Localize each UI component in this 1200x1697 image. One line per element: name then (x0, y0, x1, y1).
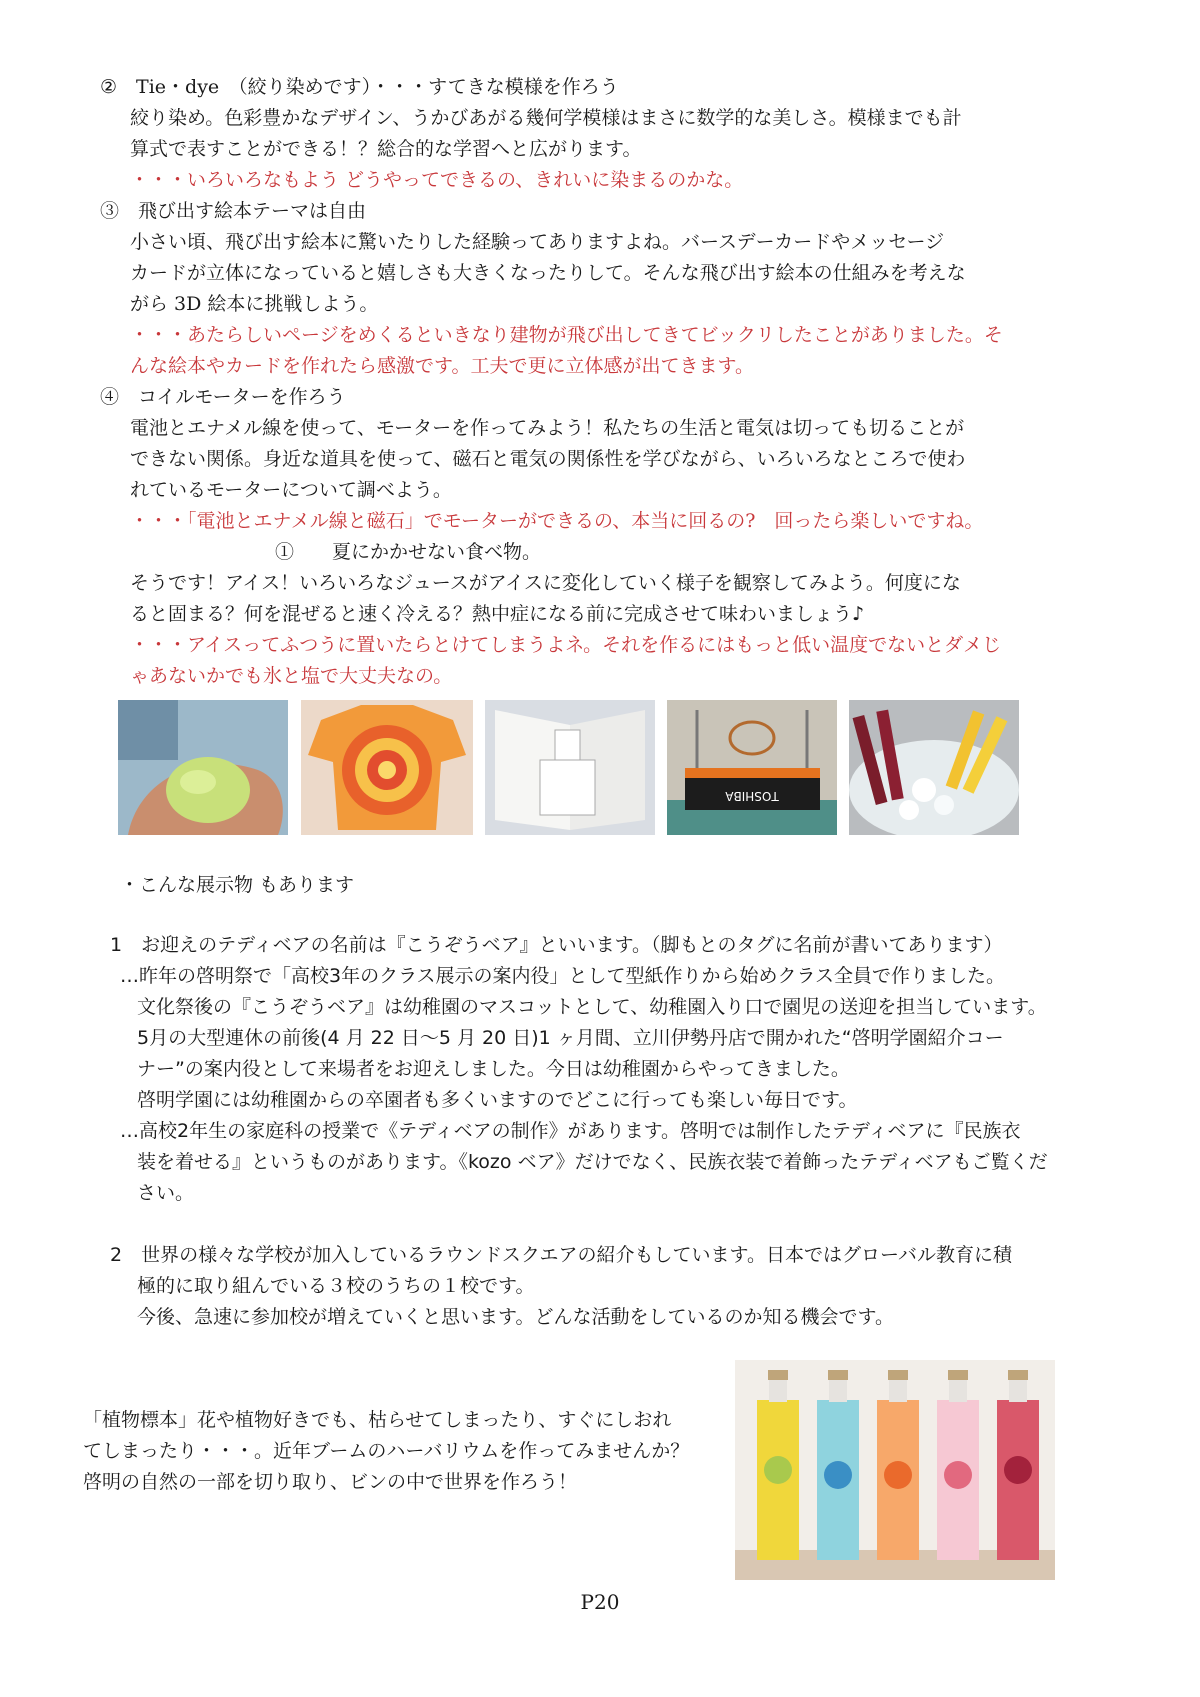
section-tie-dye (100, 72, 1100, 196)
slime-photo (118, 700, 288, 835)
page-number: P20 (580, 1590, 620, 1614)
exhibit-line: 極的に取り組んでいる３校のうちの１校です。 (137, 1275, 535, 1297)
note-line: ・・・いろいろなもよう どうやってできるの、きれいに染まるのかな。 (130, 169, 744, 191)
herbarium-text (83, 1405, 723, 1498)
exhibit-line: 1 お迎えのテディベアの名前は『こうぞうベア』といいます。（脚もとのタグに名前が書いてあります） (110, 934, 1003, 956)
exhibit-section (110, 870, 1120, 1333)
herbarium-line: てしまったり・・・。近年ブームのハーバリウムを作ってみませんか？ (83, 1440, 690, 1462)
popup-card-photo (485, 700, 655, 835)
body-line: できない関係。身近な道具を使って、磁石と電気の関係性を学びながら、いろいろなところで使わ (130, 448, 966, 470)
section-heading: ③ 飛び出す絵本テーマは自由 (100, 200, 367, 222)
section-heading: ① 夏にかかせない食べ物。 (275, 541, 542, 563)
tie-dye-shirt-photo (301, 700, 473, 835)
body-line: そうです！アイス！いろいろなジュースがアイスに変化していく様子を観察してみよう。何度にな (130, 572, 961, 594)
exhibit-line: 文化祭後の『こうぞうベア』は幼稚園のマスコットとして、幼稚園入り口で園児の送迎を担当しています。 (137, 996, 1047, 1018)
photo-strip (118, 700, 1058, 835)
note-line: ・・・アイスってふつうに置いたらとけてしまうよネ。それを作るにはもっと低い温度でないとダメじ (130, 634, 1002, 656)
exhibit-line: ナー”の案内役として来場者をお迎えしました。今日は幼稚園からやってきました。 (137, 1058, 850, 1080)
body-line: カードが立体になっていると嬉しさも大きくなったりして。そんな飛び出す絵本の仕組みを考えな (130, 262, 966, 284)
section-ice (100, 537, 1100, 692)
note-line: ゃあないかでも氷と塩で大丈夫なの。 (130, 665, 453, 687)
exhibit-heading: ・こんな展示物 もあります (120, 874, 355, 896)
body-line: れているモーターについて調べよう。 (130, 479, 452, 501)
exhibit-line: 2 世界の様々な学校が加入しているラウンドスクエアの紹介もしています。日本ではグローバル教育に積 (110, 1244, 1013, 1266)
section-popup-book (100, 196, 1100, 382)
battery-label: TOSHIBA (725, 789, 779, 803)
herbarium-line: 「植物標本」花や植物好きでも、枯らせてしまったり、すぐにしおれ (83, 1409, 672, 1431)
exhibit-line: さい。 (137, 1182, 195, 1204)
exhibit-line: 5月の大型連休の前後(4 月 22 日～5 月 20 日)1 ヶ月間、立川伊勢丹店で開かれた“啓明学園紹介コー (137, 1027, 1004, 1049)
body-line: 算式で表すことができる！？総合的な学習へと広がります。 (130, 138, 642, 160)
exhibit-line: 装を着せる』というものがあります。《kozo ベア》だけでなく、民族衣装で着飾ったテディベアもご覧くだ (137, 1151, 1048, 1173)
note-line: んな絵本やカードを作れたら感激です。工夫で更に立体感が出てきます。 (130, 355, 754, 377)
exhibit-line: 啓明学園には幼稚園からの卒園者も多くいますのでどこに行っても楽しい毎日です。 (137, 1089, 858, 1111)
body-line: ると固まる？何を混ぜると速く冷える？熱中症になる前に完成させて味わいましょう♪ (130, 603, 865, 625)
section-heading: ④ コイルモーターを作ろう (100, 386, 346, 408)
exhibit-line: …高校2年生の家庭科の授業で《テディベアの制作》があります。啓明では制作したテディベアに『民族衣 (120, 1120, 1021, 1142)
exhibit-line: …昨年の啓明祭で「高校3年のクラス展示の案内役」として型紙作りから始めクラス全員で作りました。 (120, 965, 1005, 987)
coil-motor-photo (667, 700, 837, 835)
body-line: がら 3D 絵本に挑戦しよう。 (130, 293, 379, 315)
section-coil-motor (100, 382, 1100, 537)
ice-experiment-photo (849, 700, 1019, 835)
herbarium-line: 啓明の自然の一部を切り取り、ビンの中で世界を作ろう！ (83, 1471, 578, 1493)
body-line: 電池とエナメル線を使って、モーターを作ってみよう！私たちの生活と電気は切っても切ることが (130, 417, 965, 439)
section-heading: ② Tie・dye （絞り染めです）・・・すてきな模様を作ろう (100, 76, 619, 98)
note-line: ・・・あたらしいページをめくるといきなり建物が飛び出してきてビックリしたことがありました。そ (130, 324, 1003, 346)
note-line: ・・・「電池とエナメル線と磁石」でモーターができるの、本当に回るの? 回ったら楽しいですね。 (130, 510, 984, 532)
body-line: 小さい頃、飛び出す絵本に驚いたりした経験ってありますよね。バースデーカードやメッセージ (130, 231, 945, 253)
exhibit-line: 今後、急速に参加校が増えていくと思います。どんな活動をしているのか知る機会です。 (137, 1306, 894, 1328)
herbarium-bottles-photo (735, 1360, 1055, 1580)
body-line: 絞り染め。色彩豊かなデザイン、うかびあがる幾何学模様はまさに数学的な美しさ。模様までも計 (130, 107, 962, 129)
